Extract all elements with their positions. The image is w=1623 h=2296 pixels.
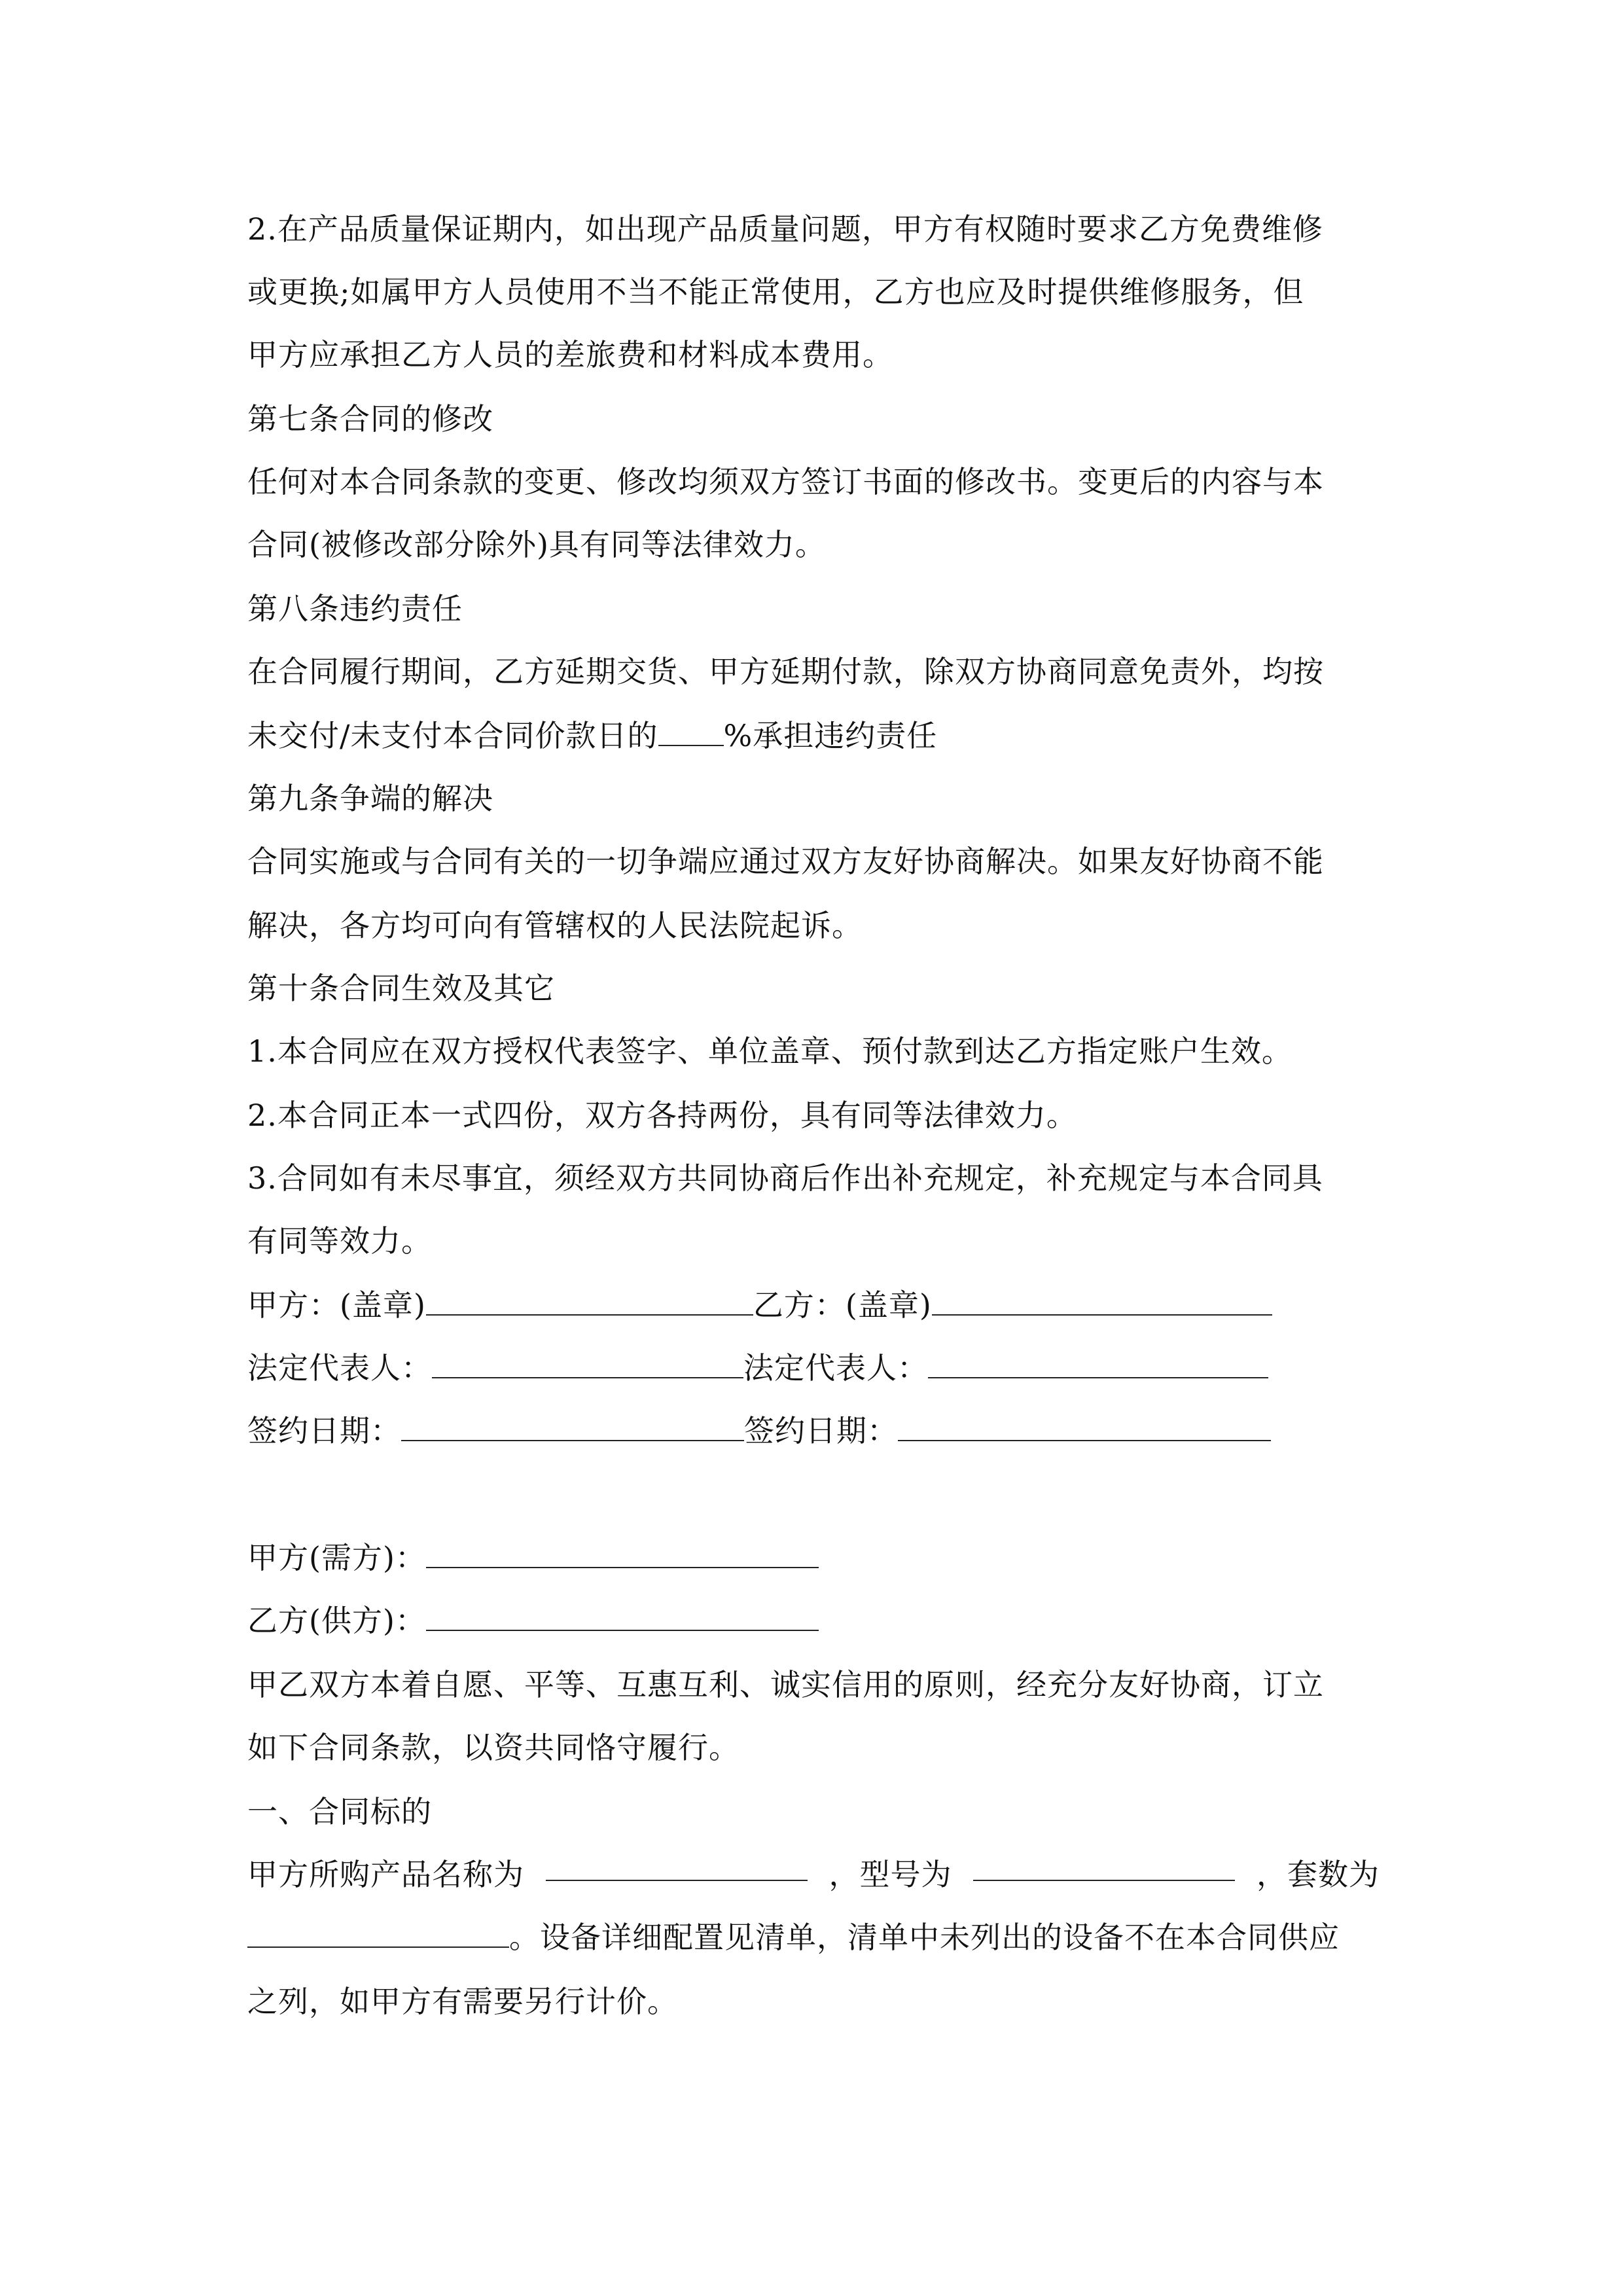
legal-rep-b-blank[interactable] — [928, 1352, 1268, 1378]
section7-line2: 合同(被修改部分除外)具有同等法律效力。 — [247, 527, 826, 562]
new-party-a-label: 甲方(需方)： — [247, 1540, 426, 1575]
config-text: 。设备详细配置见清单，清单中未列出的设备不在本合同供应 — [509, 1920, 1340, 1955]
section6-item2-line3: 甲方应承担乙方人员的差旅费和材料成本费用。 — [247, 337, 893, 372]
sets-blank[interactable] — [247, 1922, 509, 1948]
section10-item3-line1: 3.合同如有未尽事宜，须经双方共同协商后作出补充规定，补充规定与本合同具 — [247, 1160, 1323, 1196]
new-party-a-blank[interactable] — [426, 1542, 819, 1568]
legal-rep-a-blank[interactable] — [432, 1352, 743, 1378]
section10-item1: 1.本合同应在双方授权代表签字、单位盖章、预付款到达乙方指定账户生效。 — [247, 1033, 1293, 1069]
section6-item2-line1: 2.在产品质量保证期内，如出现产品质量问题，甲方有权随时要求乙方免费维修 — [247, 211, 1323, 247]
section9-title: 第九条争端的解决 — [247, 781, 493, 816]
sign-date-b-blank[interactable] — [898, 1415, 1271, 1441]
sign-date-a-blank[interactable] — [401, 1415, 744, 1441]
section6-item2-line2: 或更换;如属甲方人员使用不当不能正常使用，乙方也应及时提供维修服务，但 — [247, 274, 1304, 310]
party-b-seal-label: 乙方：(盖章) — [753, 1287, 932, 1323]
subject-line3: 之列，如甲方有需要另行计价。 — [247, 1984, 678, 2019]
new-party-b-row — [247, 1601, 819, 1640]
section10-item3-line2: 有同等效力。 — [247, 1223, 432, 1259]
sets-label: ，套数为 — [1257, 1857, 1380, 1892]
subject-line2 — [247, 1918, 1340, 1957]
model-label: ，型号为 — [829, 1857, 952, 1892]
legal-rep-a-label: 法定代表人： — [247, 1350, 432, 1386]
section8-line1: 在合同履行期间，乙方延期交货、甲方延期付款，除双方协商同意免责外，均按 — [247, 654, 1324, 689]
product-name-blank[interactable] — [546, 1855, 808, 1881]
sign-date-b-label: 签约日期： — [744, 1413, 898, 1448]
party-b-seal-blank[interactable] — [932, 1289, 1272, 1316]
sign-date-a-label: 签约日期： — [247, 1413, 401, 1448]
signature-date-row — [247, 1411, 1271, 1450]
subject-line1 — [247, 1855, 1380, 1894]
section9-line1: 合同实施或与合同有关的一切争端应通过双方友好协商解决。如果友好协商不能 — [247, 844, 1324, 879]
intro-line1: 甲乙双方本着自愿、平等、互惠互利、诚实信用的原则，经充分友好协商，订立 — [247, 1667, 1324, 1702]
new-party-b-blank[interactable] — [426, 1605, 819, 1631]
new-party-a-row — [247, 1538, 819, 1577]
signature-legal-rep-row — [247, 1348, 1268, 1388]
section8-line2-text-a: 未交付/未支付本合同价款日的 — [247, 718, 658, 753]
section10-item2: 2.本合同正本一式四份，双方各持两份，具有同等法律效力。 — [247, 1098, 1077, 1133]
section1-title: 一、合同标的 — [247, 1794, 432, 1829]
section8-line2 — [247, 716, 937, 755]
product-name-label: 甲方所购产品名称为 — [247, 1857, 524, 1892]
section10-title: 第十条合同生效及其它 — [247, 971, 555, 1006]
model-blank[interactable] — [973, 1855, 1235, 1881]
section8-line2-text-b: %承担违约责任 — [723, 718, 938, 753]
section7-title: 第七条合同的修改 — [247, 401, 493, 437]
section8-title: 第八条违约责任 — [247, 591, 463, 626]
intro-line2: 如下合同条款，以资共同恪守履行。 — [247, 1730, 740, 1765]
legal-rep-b-label: 法定代表人： — [743, 1350, 928, 1386]
section9-line2: 解决，各方均可向有管辖权的人民法院起诉。 — [247, 908, 863, 943]
new-party-b-label: 乙方(供方)： — [247, 1603, 426, 1638]
penalty-percent-blank[interactable] — [658, 720, 724, 746]
section7-line1: 任何对本合同条款的变更、修改均须双方签订书面的修改书。变更后的内容与本 — [247, 464, 1324, 499]
signature-seal-row — [247, 1285, 1272, 1325]
party-a-seal-label: 甲方：(盖章) — [247, 1287, 426, 1323]
party-a-seal-blank[interactable] — [426, 1289, 753, 1316]
